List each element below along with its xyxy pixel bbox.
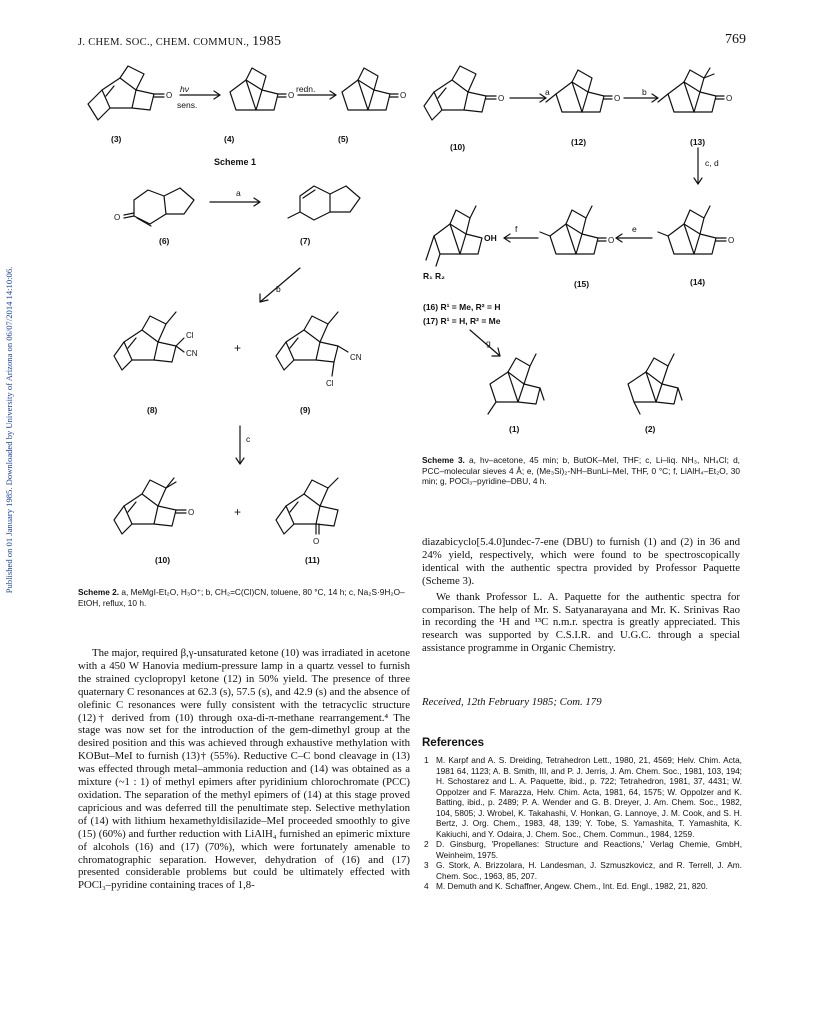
scheme3-step-g: g xyxy=(486,338,491,348)
reference-text: M. Karpf and A. S. Dreiding, Tetrahedron Lett., 1980, 21, 4569; Helv. Chim. Acta, 1981 64, 1123; A. B. Smith, III, and P. J. Jerris, J. Am. Chem. Soc., 1981, 103, 194; H. Schostarez and L. A. Paquette, ibid., p. 722; Tetrahedron, 1981, 37, 4431; W. Oppolzer and F. Marazza, Helv. Chim. Acta, 1981, 64, 1575; W. Oppolzer and K. Batting, ibid., p. 2489; P. A. Wender and G. B. Dreyer, J. Am. Chem. Soc., 1982, 104, 5805; J. Wrobel, K. Takahashi, V. Honkan, G. Lannoye, J. M. Cook, and S. H. Bertz, J. Org. Chem., 1983, 48, 139; Y. Tobe, S. Yamashita, T. Yamashita, K. Kakiuchi, and Y. Odaira, J. Chem. Soc., Chem. Commun., 1984, 1259. xyxy=(436,755,742,839)
compound-10b-drawing xyxy=(424,66,496,120)
scheme3-oh: OH xyxy=(484,233,497,243)
compound-8-drawing xyxy=(114,312,184,370)
scheme3-r17: (17) R¹ = H, R² = Me xyxy=(423,316,501,326)
scheme3-r16: (16) R¹ = Me, R² = H xyxy=(423,302,501,312)
scheme3-o-13: O xyxy=(726,94,733,103)
left-column-body xyxy=(78,647,410,892)
scheme1-o-3: O xyxy=(166,91,173,100)
compound-13-drawing xyxy=(658,68,724,112)
reference-item xyxy=(422,881,742,892)
compound-label-3: (3) xyxy=(111,134,122,144)
scheme2-step-b: b xyxy=(276,284,281,294)
compound-label-7: (7) xyxy=(300,236,311,246)
journal-year: 1985 xyxy=(252,34,282,49)
scheme3-step-e: e xyxy=(632,224,637,234)
scheme1-arrow2-label: redn. xyxy=(296,84,316,94)
reference-item xyxy=(422,755,742,839)
scheme1-title: Scheme 1 xyxy=(214,157,257,167)
compound-3-drawing xyxy=(88,66,164,120)
scheme3-step-cd: c, d xyxy=(705,158,719,168)
reference-number: 2 xyxy=(424,839,429,849)
references-heading: References xyxy=(422,737,485,749)
received-date: Received, 12th February 1985; Com. 179 xyxy=(422,696,602,708)
scheme3-caption-label: Scheme 3. xyxy=(422,455,465,465)
compound-label-13: (13) xyxy=(690,137,706,147)
compound-15-drawing xyxy=(540,206,606,254)
scheme3-o-14: O xyxy=(728,236,735,245)
compound-11-drawing xyxy=(276,478,338,534)
reference-item xyxy=(422,860,742,881)
compound-label-9: (9) xyxy=(300,405,311,415)
scheme2-caption xyxy=(78,587,410,608)
scheme2-plus-1: + xyxy=(234,341,242,355)
compound-12-drawing xyxy=(546,70,612,112)
reference-text: M. Demuth and K. Schaffner, Angew. Chem., Int. Ed. Engl., 1982, 21, 820. xyxy=(436,881,708,891)
compound-label-10b: (10) xyxy=(450,142,466,152)
running-header xyxy=(78,34,281,50)
compound-label-4: (4) xyxy=(224,134,235,144)
compound-4-drawing xyxy=(230,68,286,110)
scheme2-o-10: O xyxy=(188,508,195,517)
scheme2-o-6: O xyxy=(114,213,121,222)
reference-text: D. Ginsburg, 'Propellanes: Structure and Reactions,' Verlag Chemie, GmbH, Weinheim, 1975. xyxy=(436,839,742,860)
right-column-body xyxy=(422,536,740,655)
acknowledgements: We thank Professor L. A. Paquette for the authentic spectra for comparison. The help of Mr. S. Satyanarayana and Mr. K. Srinivas Rao in recording the ¹H and ¹³C n.m.r. spectra is greatly appreciated. This research was supported by C.S.I.R. and U.G.C. through a special assistance programme in Organic Chemistry. xyxy=(422,590,740,655)
scheme3-o-15: O xyxy=(608,236,615,245)
scheme2-cl-9: Cl xyxy=(326,379,334,388)
scheme1-arrow1-sublabel: sens. xyxy=(177,100,198,110)
scheme2-step-c: c xyxy=(246,434,251,444)
scheme2-o-11: O xyxy=(313,537,320,546)
scheme2-step-a: a xyxy=(236,188,241,198)
scheme3-o-10: O xyxy=(498,94,505,103)
compound-label-8: (8) xyxy=(147,405,158,415)
body-paragraph-2: diazabicyclo[5.4.0]undec-7-ene (DBU) to furnish (1) and (2) in 36 and 24% yield, respectively, which were found to be spectroscopically identical with the authentic spectra provided by Professor Paquette (Scheme 3). xyxy=(422,536,740,587)
compound-9-drawing xyxy=(276,312,348,376)
journal-name: J. CHEM. SOC., CHEM. COMMUN., xyxy=(78,37,250,48)
scheme2-cn-9: CN xyxy=(350,353,362,362)
compound-label-10: (10) xyxy=(155,555,171,565)
compound-10-drawing xyxy=(114,478,186,534)
scheme3-step-b: b xyxy=(642,87,647,97)
scheme3-step-a: a xyxy=(545,87,550,97)
scheme3-o-12: O xyxy=(614,94,621,103)
reference-number: 3 xyxy=(424,860,429,870)
reference-number: 4 xyxy=(424,881,429,891)
compound-label-11: (11) xyxy=(305,555,320,565)
scheme2-caption-label: Scheme 2. xyxy=(78,587,120,597)
scheme1-arrow1-label: hν xyxy=(180,84,189,94)
compound-7-drawing xyxy=(288,186,360,220)
compound-6-drawing xyxy=(124,188,194,226)
page-number: 769 xyxy=(725,32,746,47)
scheme2-plus-2: + xyxy=(234,505,242,519)
references-list xyxy=(422,755,742,892)
compound-label-6: (6) xyxy=(159,236,170,246)
compound-label-5: (5) xyxy=(338,134,349,144)
compound-label-1: (1) xyxy=(509,424,520,434)
compound-label-12: (12) xyxy=(571,137,587,147)
reference-item xyxy=(422,839,742,860)
scheme3-r1r2: R₁ R₂ xyxy=(423,271,445,281)
compound-label-2: (2) xyxy=(645,424,656,434)
scheme1-o-4: O xyxy=(288,91,295,100)
scheme3-caption xyxy=(422,455,740,487)
reference-number: 1 xyxy=(424,755,429,765)
compound-label-15: (15) xyxy=(574,279,590,289)
scheme3-caption-text: a, hν–acetone, 45 min; b, ButOK–MeI, THF; c, Li–liq. NH₃, NH₄Cl; d, PCC–molecular sieves 4 Å; e, (Me₃Si)₂-NH–BunLi–MeI, THF, 0 °C; f, LiAlH₄–Et₂O, 30 min; g, POCl₃–pyridine–DBU, 4 h. xyxy=(422,455,740,487)
body-paragraph-1: The major, required β,γ-unsaturated ketone (10) was irradiated in acetone with a 450 W Hanovia medium-pressure lamp in a quartz vessel to furnish the strained cyclopropyl ketone (12) in 50% yield. The presence of three quaternary C resonances at 62.3 (s), 57.5 (s), and 42.9 (s) and the absence of olefinic C resonances were fully consistent with the tetracyclic structure (12)† derived from (10) through oxa-di-π-methane rearrangement.⁴ The stage was now set for the introduction of the gem-dimethyl group at the desired position and this was achieved through exhaustive methylation with KOBut–MeI to furnish (13)† (55%). Reductive C–C bond cleavage in (13) was effected through metal–ammonia reduction and (14) was obtained as a mixture (~1 : 1) of methyl epimers after pyridinium chlorochromate (PCC) oxidation. The separation of the methyl epimers of (14) at this stage proved capricious and was deferred till the penultimate step. Selective methylation of (14) with lithium hexamethyldisilazide–MeI proceeded smoothly to give (15) (60%) and further reduction with LiAlH₄ furnished an epimeric mixture of alcohols (16) and (17) (70%), which were fortunately amenable to chromatographic separation. However, dehydration of (16) and (17) presented considerable problems but could be ultimately effected with POCl₃–pyridine containing traces of 1,8- xyxy=(78,647,410,892)
scheme3-structures xyxy=(420,60,750,445)
compound-14-drawing xyxy=(658,206,726,254)
download-notice[interactable] xyxy=(2,220,16,640)
scheme2-caption-text: a, MeMgI-Et₂O, H₃O⁺; b, CH₂=C(Cl)CN, toluene, 80 °C, 14 h; c, Na₂S·9H₂O–EtOH, reflux, 10 h. xyxy=(78,587,405,608)
scheme3-step-f: f xyxy=(515,224,518,234)
scheme2-cl-8: Cl xyxy=(186,331,194,340)
reference-text: G. Stork, A. Brizzolara, H. Landesman, J. Szmuszkovicz, and R. Terrell, J. Am. Chem. Soc., 1963, 85, 207. xyxy=(436,860,742,881)
scheme2-cn-8: CN xyxy=(186,349,198,358)
download-notice-link[interactable]: Published on 01 January 1985. Downloaded by University of Arizona on 06/07/2014 14:10:06. xyxy=(4,266,14,594)
scheme2-structures xyxy=(110,172,410,552)
compound-5-drawing xyxy=(342,68,398,110)
compound-16-17-drawing xyxy=(426,206,482,266)
compound-1-drawing xyxy=(488,354,544,414)
scheme1-o-5: O xyxy=(400,91,407,100)
compound-2-drawing xyxy=(628,354,682,414)
compound-label-14: (14) xyxy=(690,277,706,287)
